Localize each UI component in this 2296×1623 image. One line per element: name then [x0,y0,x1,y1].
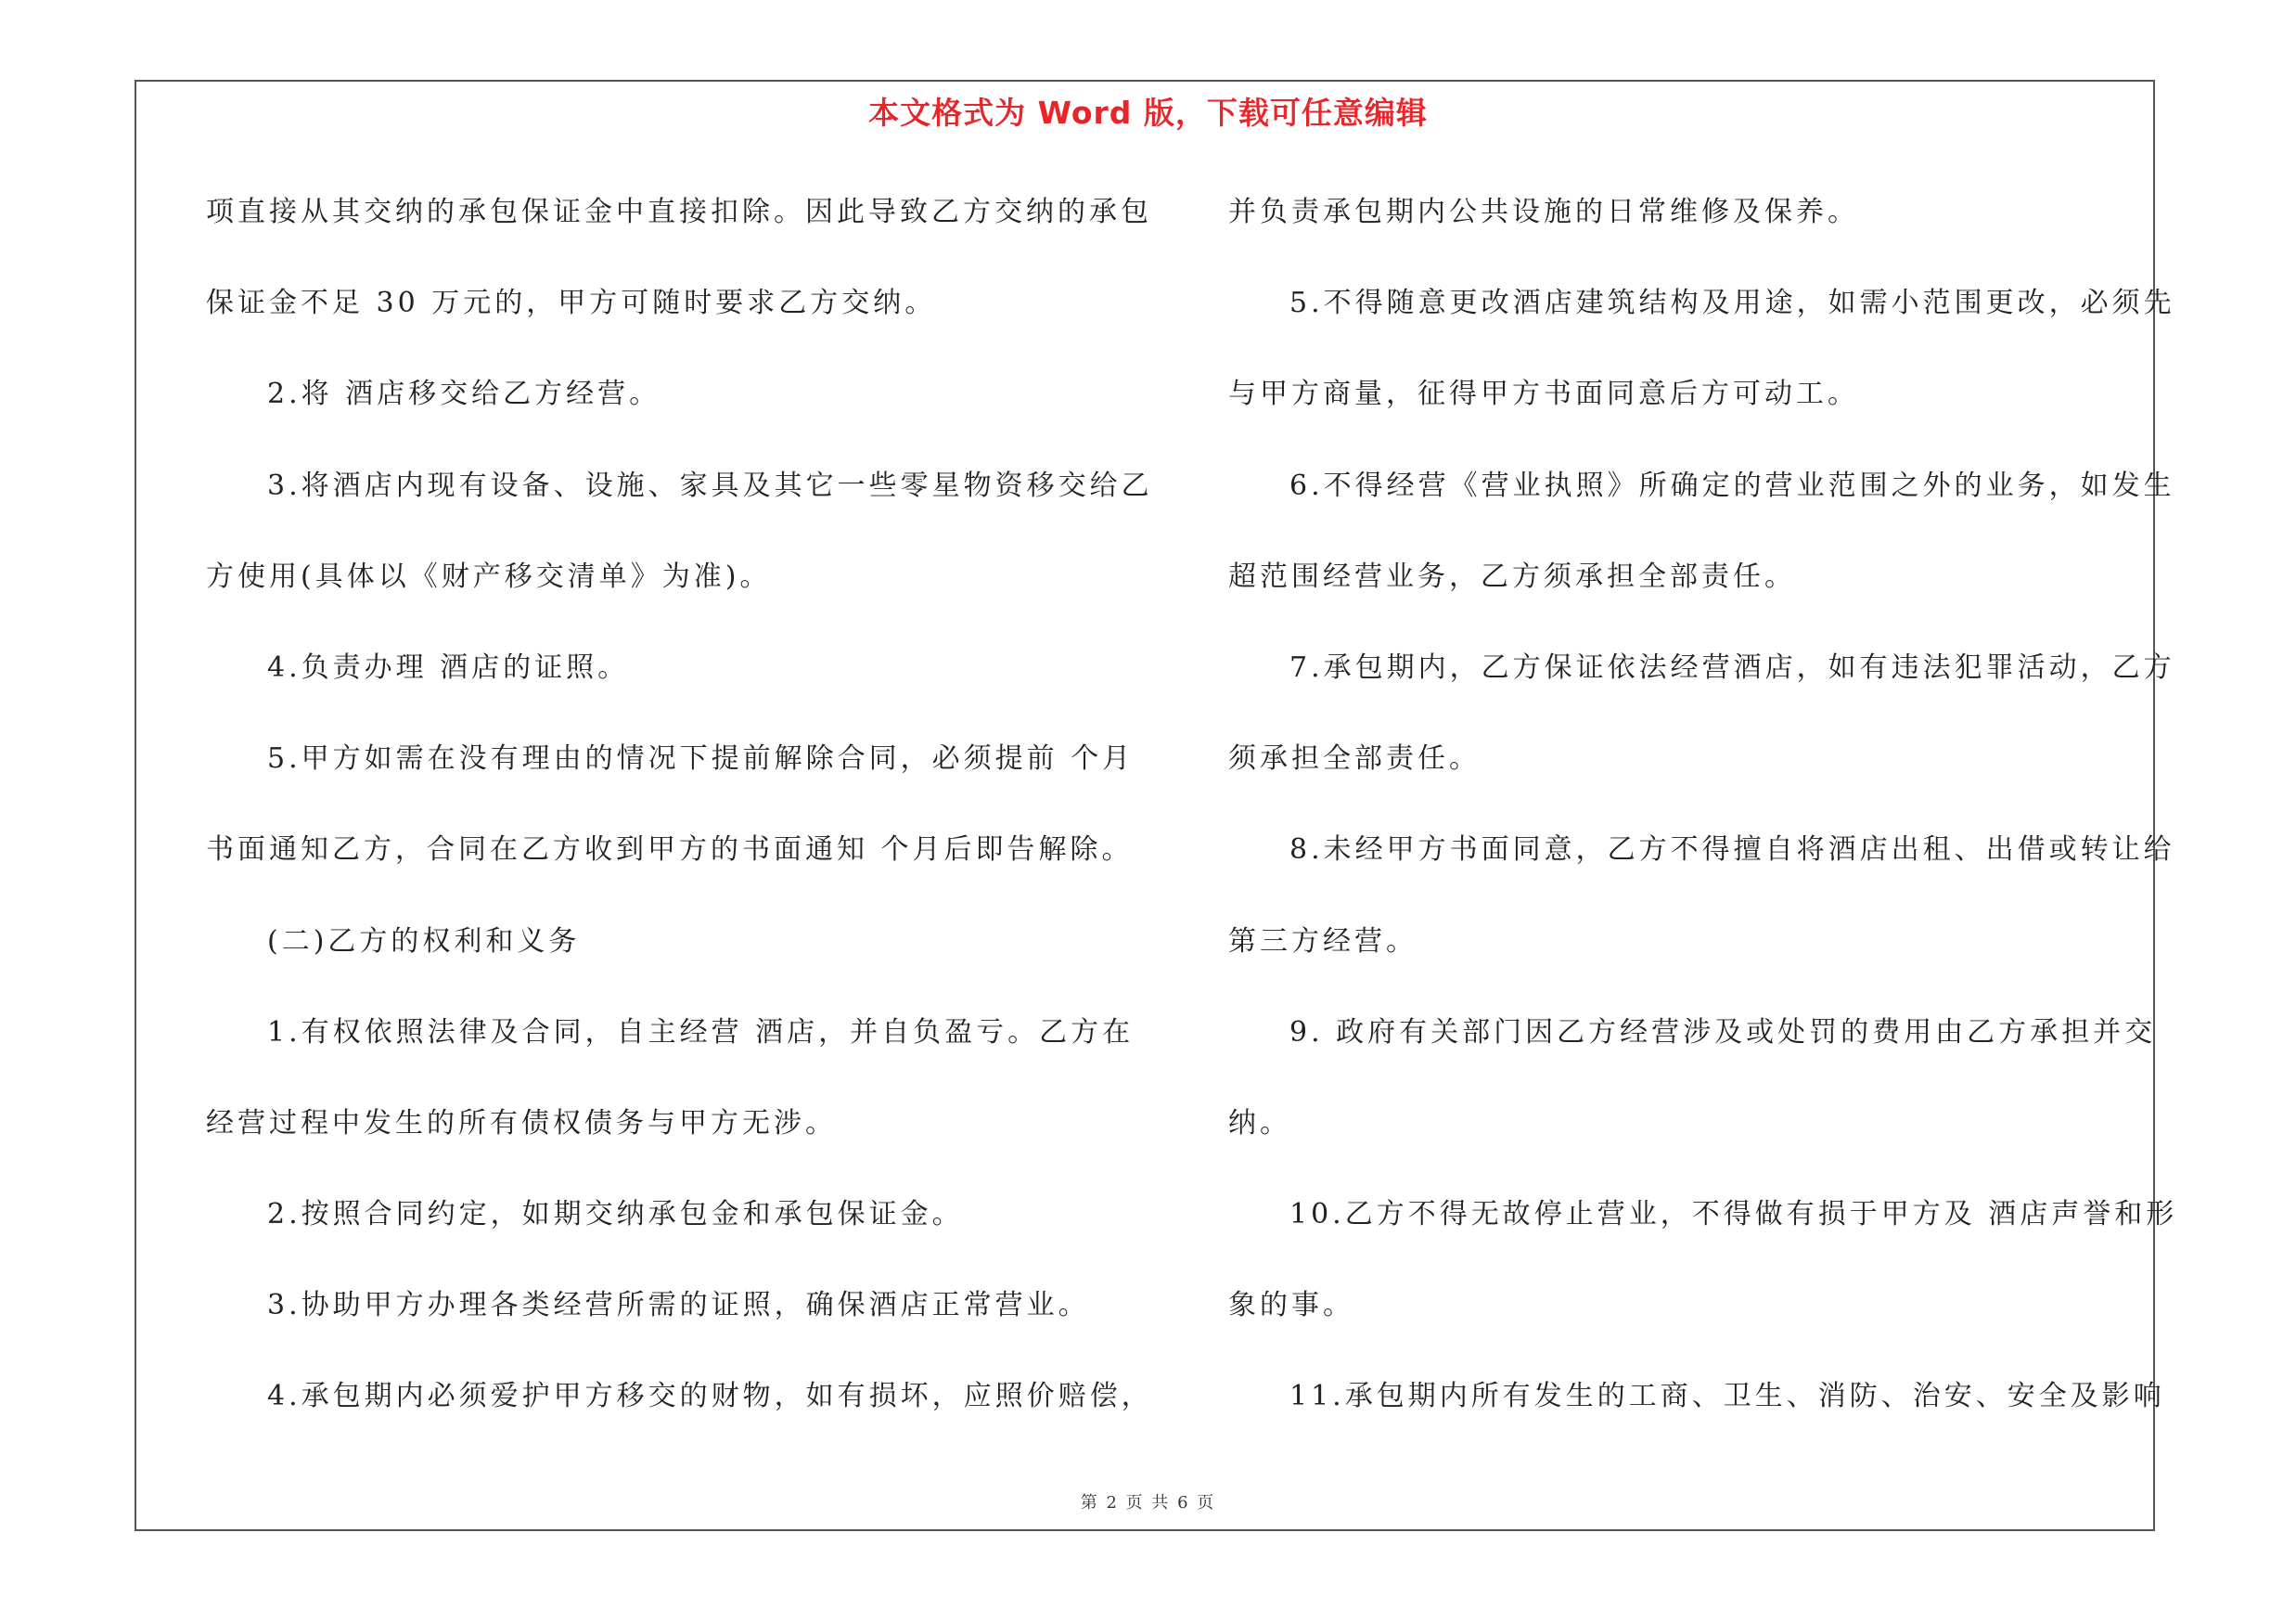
text-line: 5.甲方如需在没有理由的情况下提前解除合同，必须提前 个月 [267,742,1135,776]
text-line: 第三方经营。 [1228,924,1417,958]
text-line: 7.承包期内，乙方保证依法经营酒店，如有违法犯罪活动，乙方 [1289,650,2175,684]
text-line: 6.不得经营《营业执照》所确定的营业范围之外的业务，如发生 [1289,469,2175,502]
header-banner: 本文格式为 Word 版，下载可任意编辑 [868,95,1428,131]
text-line: 5.不得随意更改酒店建筑结构及用途，如需小范围更改，必须先 [1289,287,2175,320]
text-line: (二)乙方的权利和义务 [267,924,581,958]
text-line: 9. 政府有关部门因乙方经营涉及或处罚的费用由乙方承担并交 [1289,1015,2157,1049]
text-line: 10.乙方不得无故停止营业，不得做有损于甲方及 酒店声誉和形 [1289,1198,2178,1231]
text-line: 4.负责办理 酒店的证照。 [267,650,630,684]
text-line: 书面通知乙方，合同在乙方收到甲方的书面通知 个月后即告解除。 [206,833,1134,867]
text-line: 保证金不足 30 万元的，甲方可随时要求乙方交纳。 [206,287,937,320]
text-line: 超范围经营业务，乙方须承担全部责任。 [1228,560,1796,593]
text-line: 纳。 [1228,1106,1291,1140]
text-line: 经营过程中发生的所有债权债务与甲方无涉。 [206,1106,837,1140]
right-column [1228,185,2178,1461]
text-line: 2.按照合同约定，如期交纳承包金和承包保证金。 [267,1198,964,1231]
text-line: 与甲方商量，征得甲方书面同意后方可动工。 [1228,378,1859,411]
text-line: 须承担全部责任。 [1228,742,1481,776]
text-line: 3.协助甲方办理各类经营所需的证照，确保酒店正常营业。 [267,1289,1090,1322]
text-line: 方使用(具体以《财产移交清单》为准)。 [206,560,772,593]
page-number: 第 2 页 共 6 页 [1080,1493,1216,1513]
text-line: 3.将酒店内现有设备、设施、家具及其它一些零星物资移交给乙 [267,469,1153,502]
text-line: 8.未经甲方书面同意，乙方不得擅自将酒店出租、出借或转让给 [1289,833,2175,867]
text-line: 项直接从其交纳的承包保证金中直接扣除。因此导致乙方交纳的承包 [206,196,1152,228]
text-line: 11.承包期内所有发生的工商、卫生、消防、治安、安全及影响 [1289,1380,2165,1413]
text-line: 1.有权依照法律及合同，自主经营 酒店，并自负盈亏。乙方在 [267,1015,1135,1049]
text-line: 2.将 酒店移交给乙方经营。 [267,378,661,411]
text-line: 象的事。 [1228,1289,1354,1322]
text-line: 并负责承包期内公共设施的日常维修及保养。 [1228,196,1859,228]
text-line: 4.承包期内必须爱护甲方移交的财物，如有损坏，应照价赔偿， [267,1380,1153,1413]
left-column [206,185,1153,1461]
